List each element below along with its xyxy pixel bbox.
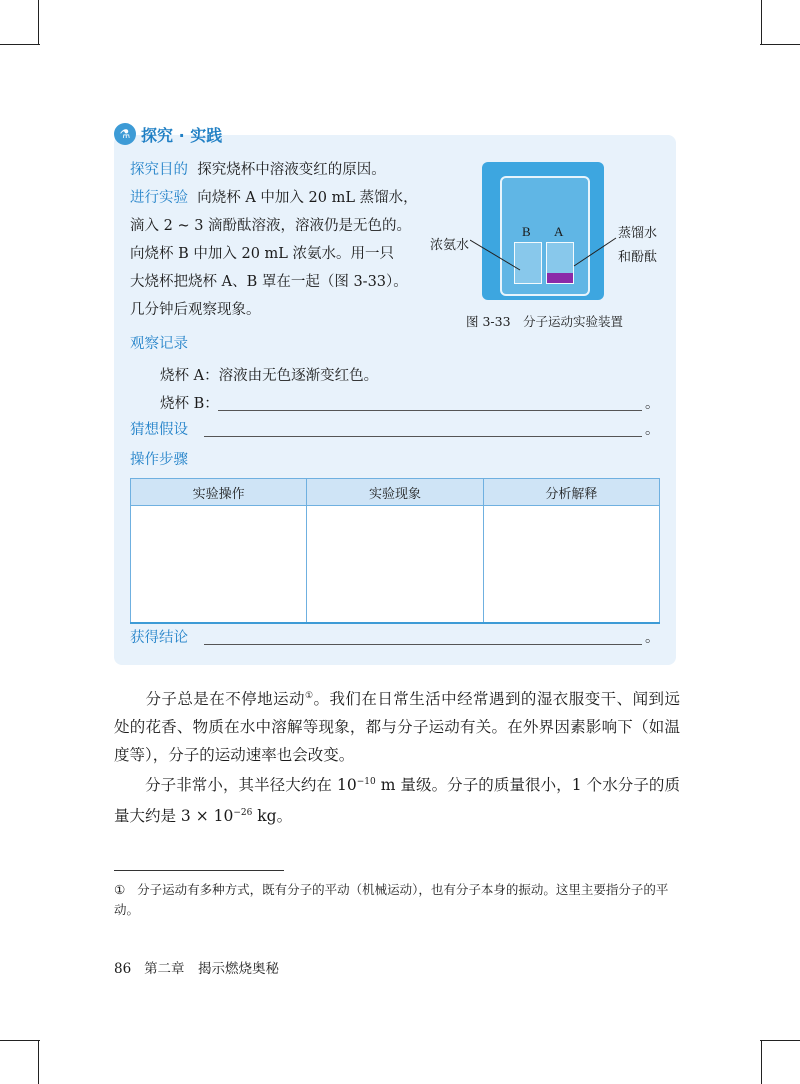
body-paragraph-2: 分子非常小，其半径大约在 $10^{-10}$ m 量级。分子的质量很小，1 个水分子的质量大约是 $3 \times 10^{-26}$ kg。: [114, 776, 680, 826]
conclusion-label: 获得结论: [130, 630, 188, 646]
apparatus-photo: [482, 162, 604, 300]
table-row: [131, 506, 660, 624]
footnote-rule: [114, 870, 284, 871]
purpose-label: 探究目的: [130, 162, 188, 178]
end-mark: 。: [645, 630, 660, 646]
experiment-line: 几分钟后观察现象。: [130, 302, 261, 318]
crop-mark: [761, 0, 762, 44]
experiment-line: [130, 188, 418, 208]
observation-b-field[interactable]: [218, 410, 642, 411]
observation-b-label: 烧杯 B：: [160, 396, 219, 412]
experiment-line: 向烧杯 B 中加入 20 mL 浓氨水。用一只: [130, 246, 395, 262]
crop-mark: [0, 44, 40, 45]
table-cell[interactable]: [307, 506, 483, 624]
ammonia-callout: 浓氨水: [430, 238, 470, 253]
observation-label: 观察记录: [130, 336, 188, 352]
callout-leader: [570, 236, 620, 276]
conclusion-field[interactable]: [204, 644, 642, 645]
water-callout-line1: 蒸馏水: [618, 226, 658, 241]
table-cell[interactable]: [483, 506, 659, 624]
crop-mark: [0, 1040, 40, 1041]
table-header: 实验现象: [307, 479, 483, 506]
callout-leader: [470, 236, 540, 276]
page-footer: [114, 957, 279, 977]
water-callout-line2: 和酚酞: [618, 250, 658, 265]
purpose-line: [130, 160, 386, 180]
footnote-marker: ①: [114, 882, 126, 897]
body-paragraph-1: 分子总是在不停地运动①。我们在日常生活中经常遇到的湿衣服变干、闻到远处的花香、物质在水中溶解等现象，都与分子运动有关。在外界因素影响下（如温度等），分子的运动速率也会改变。: [114, 690, 680, 765]
footnote: [114, 880, 684, 920]
footnote-text: 分子运动有多种方式，既有分子的平动（机械运动），也有分子本身的振动。这里主要指分子的平动。: [114, 882, 669, 917]
flask-icon: ⚗: [114, 123, 136, 145]
experiment-label: 进行实验: [130, 190, 188, 206]
table-header: 分析解释: [483, 479, 659, 506]
purpose-text: 探究烧杯中溶液变红的原因。: [197, 162, 386, 178]
label-b: B: [522, 224, 531, 239]
hypothesis-field[interactable]: [204, 436, 642, 437]
page-number: 86: [114, 961, 132, 977]
end-mark: 。: [645, 422, 660, 438]
experiment-line: 滴入 2 ~ 3 滴酚酞溶液，溶液仍是无色的。: [130, 218, 412, 234]
experiment-table: [130, 478, 660, 624]
crop-mark: [761, 1040, 762, 1084]
crop-mark: [38, 1040, 39, 1084]
table-header: 实验操作: [131, 479, 307, 506]
crop-mark: [38, 0, 39, 44]
label-a: A: [554, 224, 564, 239]
experiment-text: 向烧杯 A 中加入 20 mL 蒸馏水，: [197, 190, 418, 206]
section-title: 探究 · 实践: [141, 125, 223, 145]
section-header: [114, 120, 222, 148]
figure-caption: 图 3-33 分子运动实验装置: [466, 314, 624, 329]
hypothesis-label: 猜想假设: [130, 422, 188, 438]
table-cell[interactable]: [131, 506, 307, 624]
observation-a: 烧杯 A：溶液由无色逐渐变红色。: [160, 368, 379, 384]
steps-label: 操作步骤: [130, 452, 188, 468]
crop-mark: [760, 1040, 800, 1041]
chapter-title: 第二章 揭示燃烧奥秘: [144, 961, 280, 977]
experiment-line: 大烧杯把烧杯 A、B 罩在一起（图 3-33）。: [130, 274, 408, 290]
crop-mark: [760, 44, 800, 45]
end-mark: 。: [645, 396, 660, 412]
